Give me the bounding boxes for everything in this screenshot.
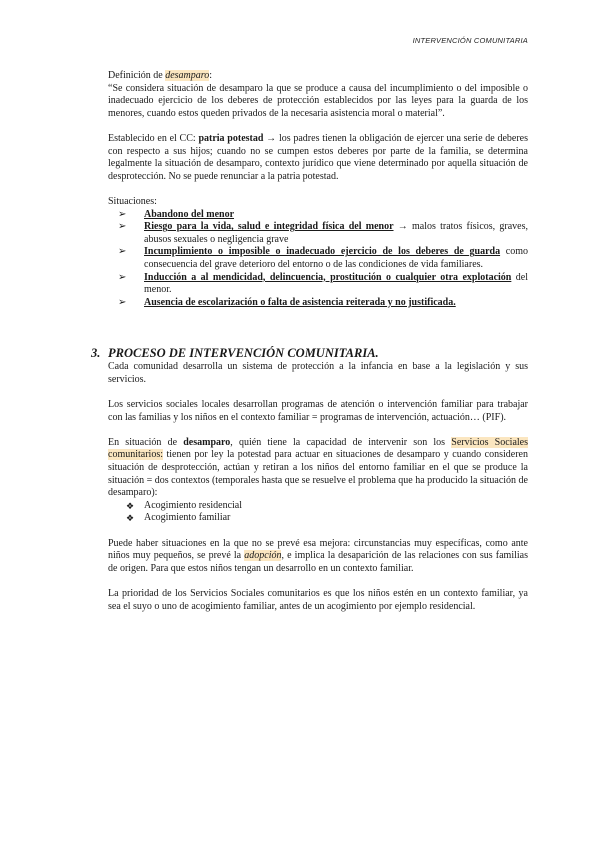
situations-list — [108, 209, 528, 310]
patria-potestad-term: patria potestad — [198, 132, 264, 144]
list-item: ➢ Incumplimiento o imposible o inadecuado ejercicio de los deberes de guarda como consecuencia del grave deterioro del entorno o de las condiciones de vida familiares. — [118, 246, 529, 270]
list-item: ➢ Riesgo para la vida, salud e integridad física del menor → malos tratos físicos, graves, abusos sexuales o negligencia grave — [118, 221, 528, 245]
arrow-bullet-icon: ➢ — [118, 208, 127, 220]
definition-term: desamparo — [165, 70, 210, 81]
section-number: 3. — [91, 346, 101, 361]
diamond-bullet-icon: ❖ — [126, 500, 135, 511]
definition-label: Definición de desamparo: — [108, 70, 213, 81]
section-heading — [91, 345, 528, 361]
running-header: INTERVENCIÓN COMUNITARIA — [412, 36, 528, 45]
section-paragraph-5: La prioridad de los Servicios Sociales comunitarios es que los niños estén en un contexto familiar, ya sea el suyo o uno de acogimiento familiar, antes de un acogimiento por ejemplo residencial. — [108, 587, 528, 612]
list-item: ➢ Ausencia de escolarización o falta de asistencia reiterada y no justificada. — [118, 296, 456, 308]
section-title: PROCESO DE INTERVENCIÓN COMUNITARIA. — [108, 346, 379, 361]
arrow-bullet-icon: ➢ — [118, 296, 127, 308]
arrow-bullet-icon: ➢ — [118, 221, 127, 233]
arrow-bullet-icon: ➢ — [118, 271, 127, 283]
document-body — [91, 70, 529, 613]
desamparo-term: desamparo — [183, 436, 231, 448]
section-paragraph-1: Cada comunidad desarrolla un sistema de protección a la infancia en base a la legislación y sus servicios. — [108, 361, 528, 385]
definition-quote: “Se considera situación de desamparo la que se produce a causa del incumplimiento o del imposible o inadecuado ejercicio de los deberes de protección establecidos por las leyes para la guarda de los menores, cuando estos queden privados de la necesaria asistencia moral o material”. — [108, 82, 528, 119]
list-item: ❖ Acogimiento familiar — [126, 512, 231, 524]
situations-label: Situaciones: — [108, 195, 157, 207]
diamond-bullet-icon: ❖ — [126, 513, 135, 524]
list-item: ➢ Inducción a al mendicidad, delincuencia, prostitución o cualquier otra explotación del menor. — [118, 271, 529, 296]
section-paragraph-4: Puede haber situaciones en la que no se prevé esa mejora: circunstancias muy específicas, como ante niños muy pequeños, se prevé la adopción, e implica la desaparición de las relaciones con sus familias de origen. Para que estos niños tengan un desarrollo en un contexto familiar. — [108, 537, 528, 574]
section-paragraph-3: En situación de desamparo, quién tiene la capacidad de intervenir son los Servicios Sociales comunitarios: tienen por ley la potestad para actuar en situaciones de desamparo y cuando consideren situación de desprotección, actúan y retiran a los niños del entorno familiar en el que se produce la situación = dos contextos (temporales hasta que se resuelve el problema que ha producido la situación de desamparo): — [108, 436, 529, 499]
list-item: ❖ Acogimiento residencial — [126, 499, 243, 511]
servicios-sociales-highlight: Servicios Sociales comunitarios: — [108, 436, 529, 461]
list-item: ➢ Abandono del menor — [118, 208, 235, 220]
cc-paragraph: Establecido en el CC: patria potestad → los padres tienen la obligación de ejercer una serie de deberes con respecto a sus hijos; cuando no se cumpen estos deberes por parte de la familia, se determina legalmente la situación de desamparo, contexto jurídico que viene determinado por aquella situación de desprotección. No se puede renunciar a la patria potestad. — [108, 132, 528, 182]
options-list — [108, 500, 528, 525]
arrow-bullet-icon: ➢ — [118, 246, 127, 258]
section-paragraph-2: Los servicios sociales locales desarrollan programas de atención o intervención familiar para trabajar con las familias y los niños en el contexto familiar = programas de intervención, actuación… (PIF). — [108, 399, 528, 423]
adopcion-term: adopción — [244, 550, 282, 562]
